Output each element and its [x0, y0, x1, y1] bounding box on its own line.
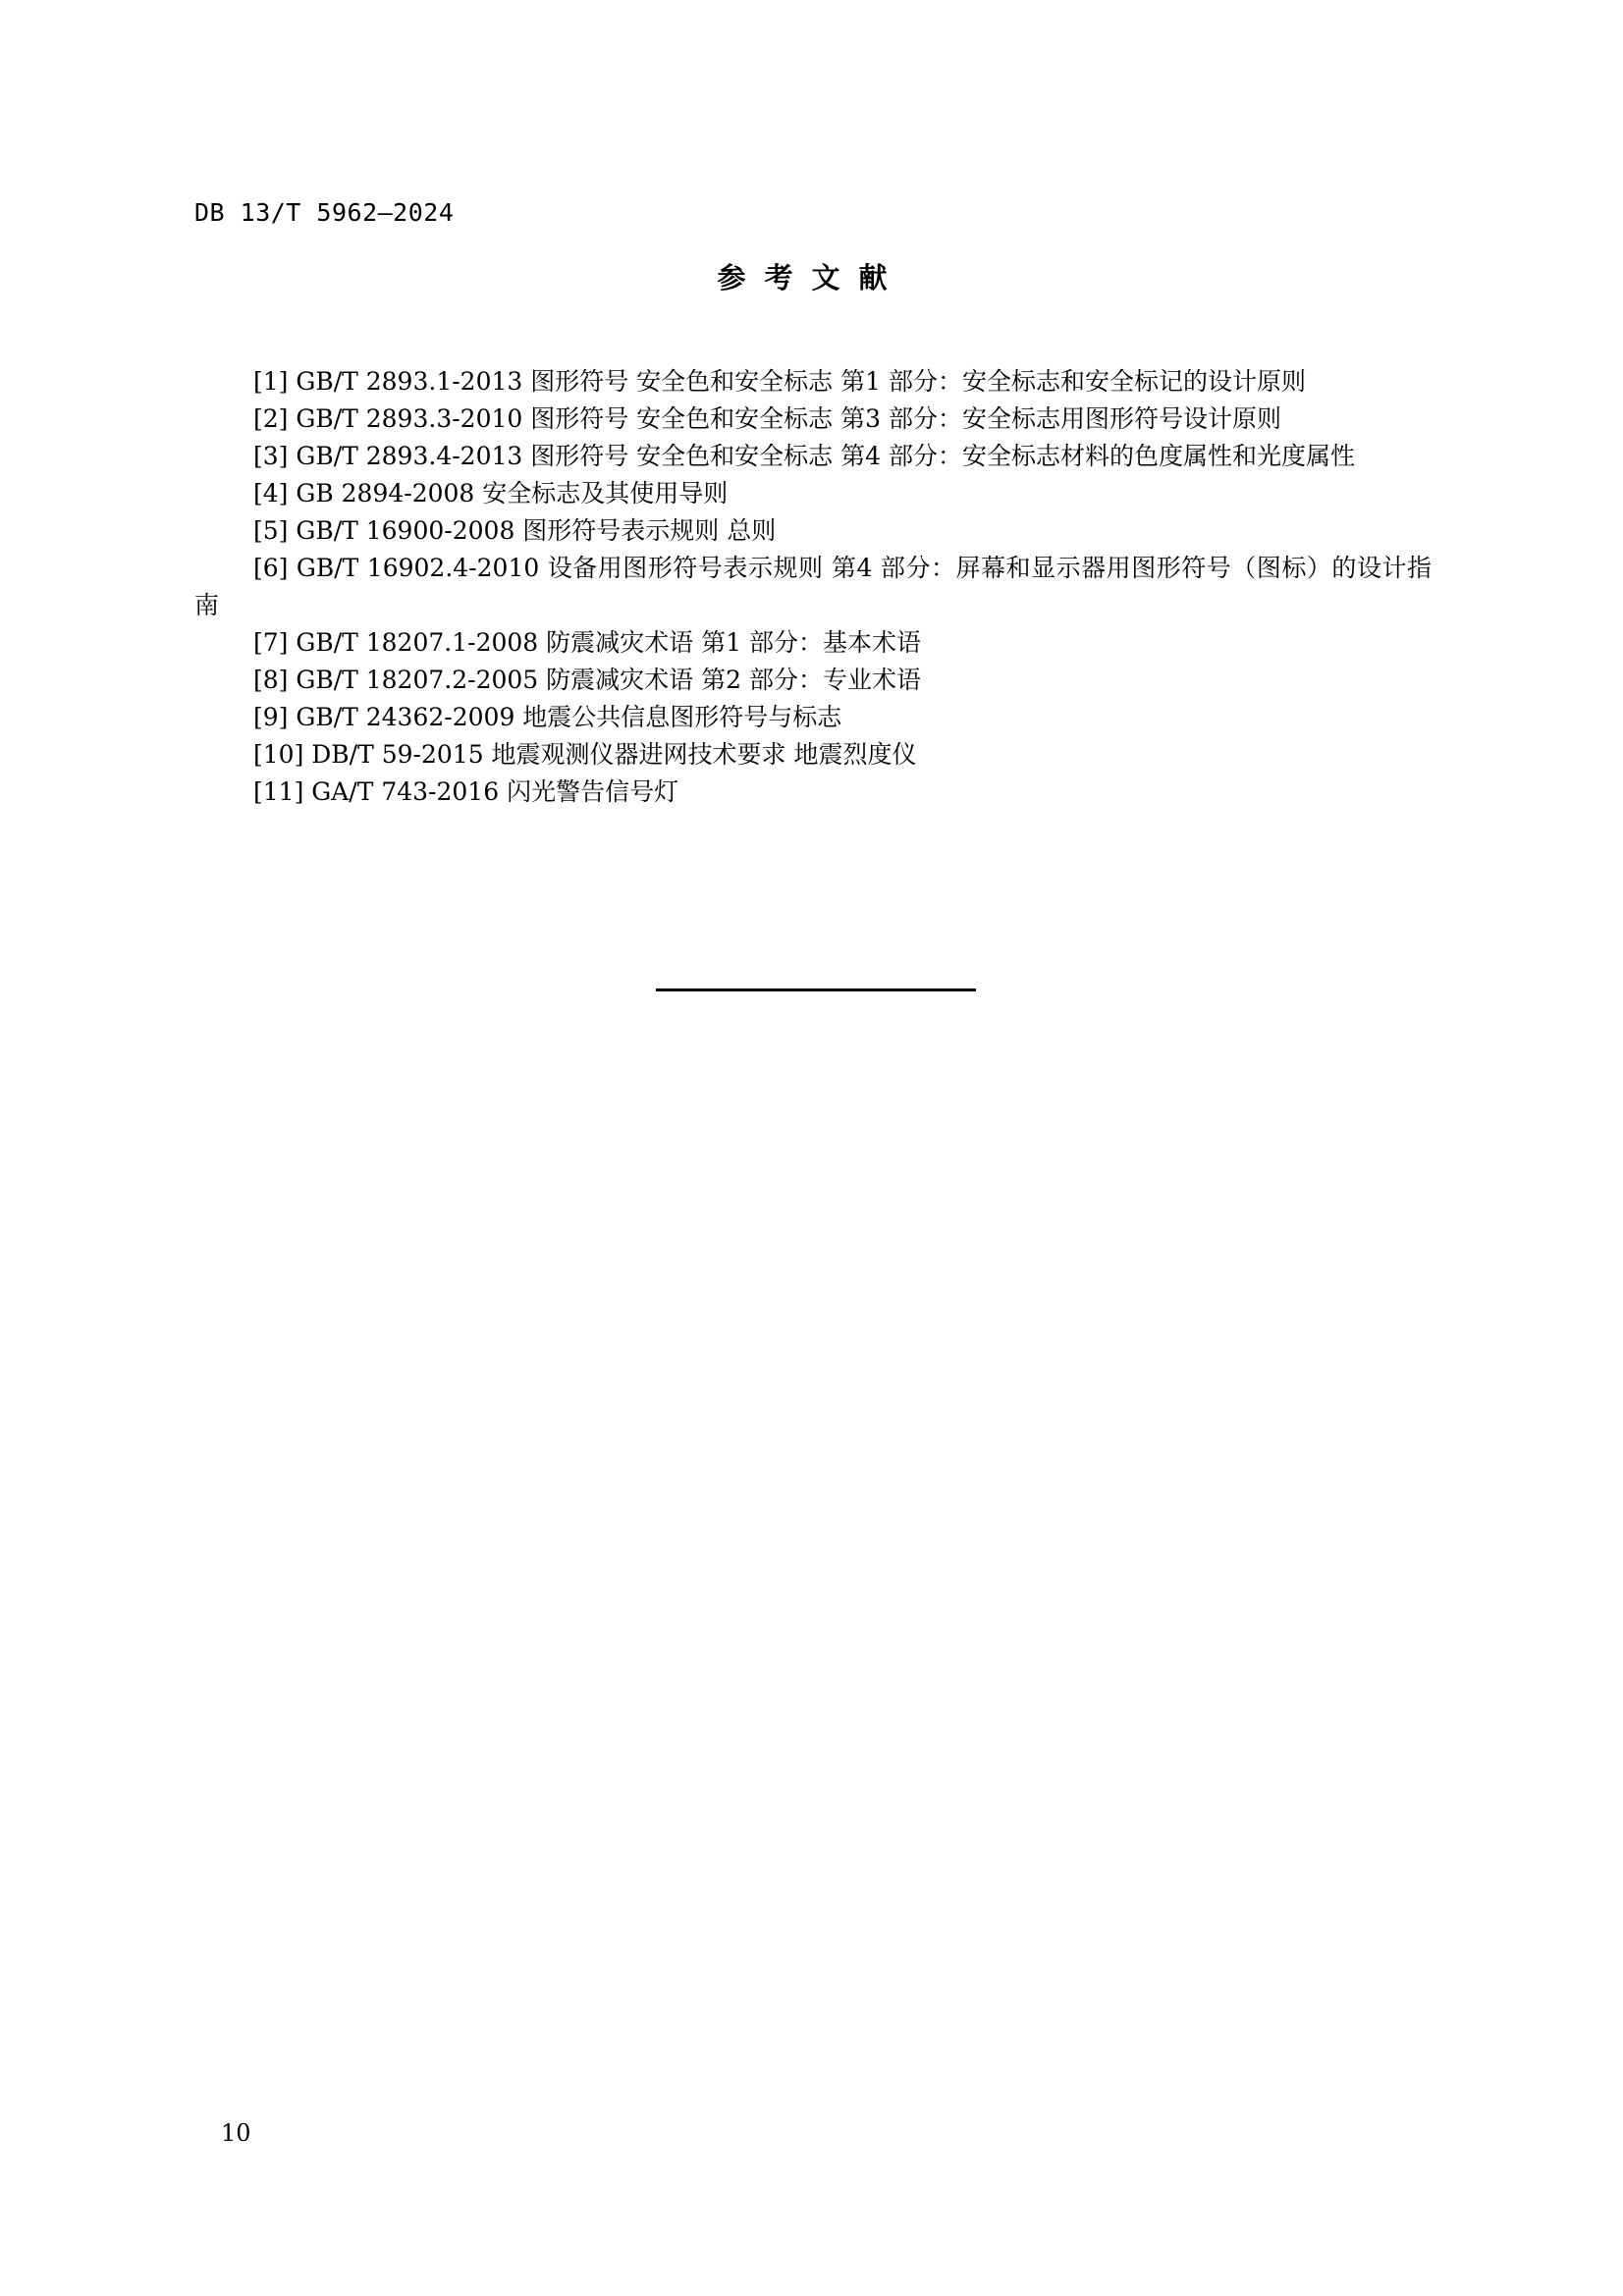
reference-item: [8] GB/T 18207.2-2005 防震减灾术语 第2 部分：专业术语	[253, 666, 921, 694]
reference-item: [3] GB/T 2893.4-2013 图形符号 安全色和安全标志 第4 部分：安全标志材料的色度属性和光度属性	[253, 442, 1355, 470]
reference-list	[194, 363, 1432, 811]
reference-item: [9] GB/T 24362-2009 地震公共信息图形符号与标志	[253, 703, 842, 731]
reference-item: [4] GB 2894-2008 安全标志及其使用导则	[253, 479, 729, 507]
reference-item: [10] DB/T 59-2015 地震观测仪器进网技术要求 地震烈度仪	[253, 740, 917, 769]
end-of-document-rule	[656, 988, 976, 991]
reference-item: [2] GB/T 2893.3-2010 图形符号 安全色和安全标志 第3 部分：安全标志用图形符号设计原则	[253, 404, 1281, 433]
page-number: 10	[221, 2119, 251, 2147]
reference-item: [11] GA/T 743-2016 闪光警告信号灯	[253, 777, 679, 806]
section-title: 参考文献	[717, 261, 906, 294]
reference-item: [7] GB/T 18207.1-2008 防震减灾术语 第1 部分：基本术语	[253, 628, 921, 657]
document-code: DB 13/T 5962—2024	[194, 198, 455, 227]
reference-item: [5] GB/T 16900-2008 图形符号表示规则 总则	[253, 516, 777, 545]
reference-item: [1] GB/T 2893.1-2013 图形符号 安全色和安全标志 第1 部分：安全标志和安全标记的设计原则	[253, 367, 1306, 396]
reference-item: [6] GB/T 16902.4-2010 设备用图形符号表示规则 第4 部分：屏幕和显示器用图形符号（图标）的设计指南	[194, 554, 1432, 619]
